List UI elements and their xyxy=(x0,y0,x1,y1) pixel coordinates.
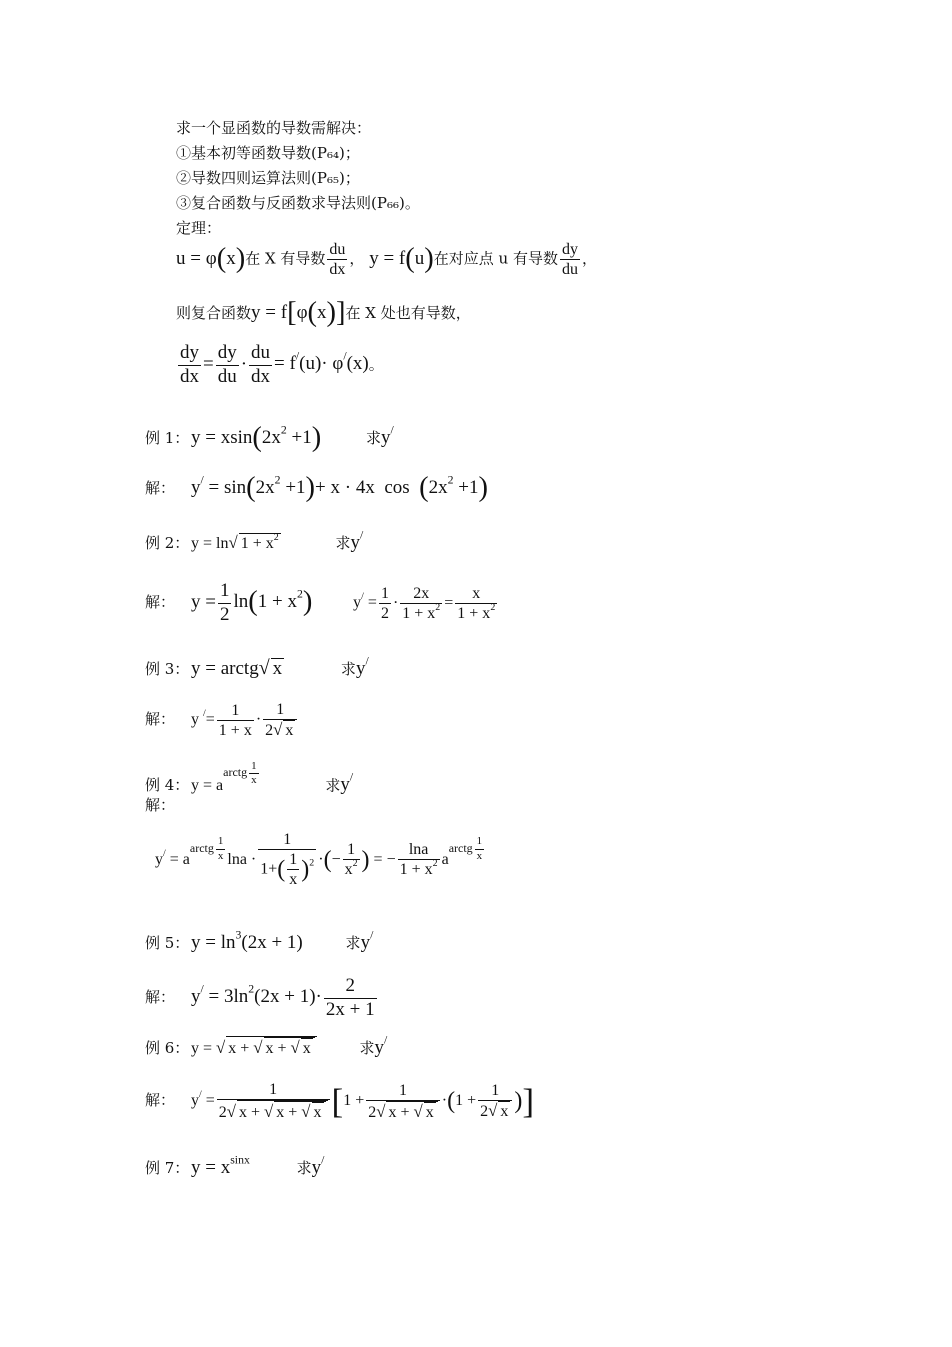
example-5: 例 5：$y = \ln^3(2x + 1)$ 求y/ xyxy=(145,928,374,953)
intro-line-3: ②导数四则运算法则(P₆₅)； xyxy=(176,169,360,187)
solution-6: 解： y/ = $\frac{1}{2√ x + √ x + √ x}$ [1 + $\frac{1}{2√ x + √ x}$ ·(1 + $\frac{1}{2√ x}$ )] xyxy=(145,1081,535,1122)
solution-2: 解： y = $\frac{1}{2}$ $\ln(1 + x^2)$ y/ = $\frac{1}{2}$ · $\frac{2x}{1 + x^2}$ = $\frac{x}{1 + x^2}$ xyxy=(145,580,496,625)
solution-1: 解： $y^/ = \sin(2x^2 +1)+ x \cdot 4x$ $\cos (2x^2 +1)$ xyxy=(145,472,489,503)
solution-5: 解： $y^/ = 3\ln^2(2x + 1)\cdot$ $\frac{2}{2x + 1}$ xyxy=(145,975,375,1020)
example-4: 例 4： $y = a^{arctg \frac{1}{x}}$ 求y/ xyxy=(145,760,354,796)
theorem-composite: 则复合函数y = f[φ(x)]在 X 处也有导数， xyxy=(176,297,471,328)
intro-line-4: ③复合函数与反函数求导法则(P₆₆)。 xyxy=(176,194,420,212)
example-6: 例 6： y = √ x + √ x + √ x 求y/ xyxy=(145,1033,388,1058)
chain-rule-formula: $\frac{dy}{dx}$ = $\frac{dy}{du}$ · $\frac{du}{dx}$ = f/(u)· φ/(x)。 xyxy=(180,342,384,387)
solution-3: 解： y /= $\frac{1}{1 + x}$ · $\frac{1}{2√ x}$ xyxy=(145,700,299,740)
solution-4-label: 解： xyxy=(145,796,176,814)
example-7: 例 7：$y = x^{sinx}$ 求y/ xyxy=(145,1153,325,1178)
intro-line-1: 求一个显函数的导数需解决： xyxy=(176,119,372,137)
example-3: 例 3：y = arctg√ x 求y/ xyxy=(145,654,369,679)
solution-4: $y^/ = a^{arctg \frac{1}{x}}$ lna · 1 1+( $\frac{1}{x}$ )$^2$ ·(− $\frac{1}{x^2}$ ) = − $\frac{\ln a}{1 + x^2}$ $a^{arctg \frac{1}{x}}$ xyxy=(155,831,483,889)
example-1: 例 1：$y = xsin(2x^2 +1)$ 求y/ xyxy=(145,422,394,453)
intro-line-2: ①基本初等函数导数(P₆₄)； xyxy=(176,144,360,162)
theorem-statement: u = φ(x)在 X 有导数 $\frac{du}{dx}$ ， y = f(u)在对应点 u 有导数 $\frac{dy}{du}$ ， xyxy=(176,241,597,279)
theorem-label: 定理： xyxy=(176,219,222,237)
example-2: 例 2： y = ln√ $1 + x^2$ 求y/ xyxy=(145,528,364,553)
